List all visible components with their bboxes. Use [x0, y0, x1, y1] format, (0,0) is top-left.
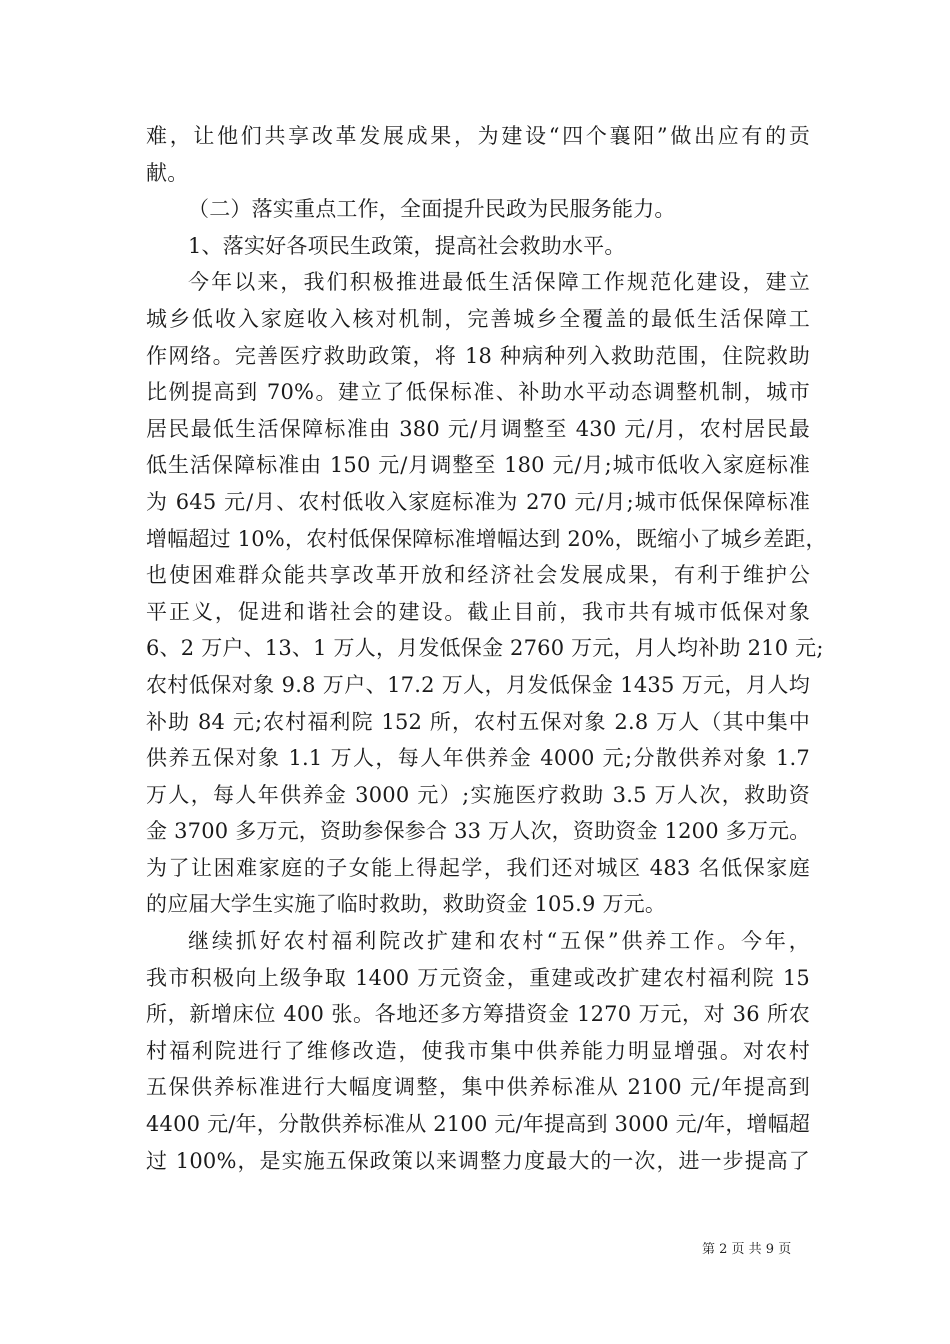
text-line: 供养五保对象 1.1 万人，每人年供养金 4000 元;分散供养对象 1.7 — [146, 746, 810, 771]
text-line: 为了让困难家庭的子女能上得起学，我们还对城区 483 名低保家庭 — [146, 855, 810, 880]
page-number: 第 2 页 共 9 页 — [702, 1242, 792, 1257]
document-body — [146, 118, 827, 1179]
text-line: 比例提高到 70%。建立了低保标准、补助水平动态调整机制，城市 — [146, 380, 810, 405]
text-line: 献。 — [146, 160, 189, 185]
text-line: （二）落实重点工作，全面提升民政为民服务能力。 — [188, 197, 676, 222]
text-line: 村福利院进行了维修改造，使我市集中供养能力明显增强。对农村 — [146, 1038, 810, 1063]
text-line: 金 3700 多万元，资助参保参合 33 万人次，资助资金 1200 多万元。 — [146, 819, 811, 844]
text-line: 1、落实好各项民生政策，提高社会救助水平。 — [188, 233, 626, 258]
text-line: 今年以来，我们积极推进最低生活保障工作规范化建设，建立 — [188, 270, 810, 295]
text-line: 难，让他们共享改革发展成果，为建设“四个襄阳”做出应有的贡 — [146, 124, 810, 148]
text-line: 增幅超过 10%，农村低保保障标准增幅达到 20%，既缩小了城乡差距， — [146, 526, 827, 551]
text-line: 所，新增床位 400 张。各地还多方筹措资金 1270 万元，对 36 所农 — [146, 1002, 810, 1027]
text-line: 过 100%，是实施五保政策以来调整力度最大的一次，进一步提高了 — [146, 1148, 810, 1173]
text-line: 城乡低收入家庭收入核对机制，完善城乡全覆盖的最低生活保障工 — [146, 306, 810, 331]
text-line: 低生活保障标准由 150 元/月调整至 180 元/月;城市低收入家庭标准 — [146, 453, 810, 478]
text-line: 平正义，促进和谐社会的建设。截止目前，我市共有城市低保对象 — [146, 599, 810, 624]
text-line: 五保供养标准进行大幅度调整，集中供养标准从 2100 元/年提高到 — [146, 1075, 810, 1100]
text-line: 居民最低生活保障标准由 380 元/月调整至 430 元/月，农村居民最 — [146, 416, 810, 441]
text-line: 继续抓好农村福利院改扩建和农村“五保”供养工作。今年， — [188, 929, 810, 954]
text-line: 我市积极向上级争取 1400 万元资金，重建或改扩建农村福利院 15 — [146, 965, 810, 990]
text-line: 补助 84 元;农村福利院 152 所，农村五保对象 2.8 万人（其中集中 — [146, 709, 810, 734]
text-line: 也使困难群众能共享改革开放和经济社会发展成果，有利于维护公 — [146, 563, 810, 588]
text-line: 农村低保对象 9.8 万户、17.2 万人，月发低保金 1435 万元，月人均 — [146, 672, 810, 697]
text-line: 作网络。完善医疗救助政策，将 18 种病种列入救助范围，住院救助 — [146, 343, 810, 368]
text-line: 6、2 万户、13、1 万人，月发低保金 2760 万元，月人均补助 210 元; — [146, 636, 824, 661]
text-line: 4400 元/年，分散供养标准从 2100 元/年提高到 3000 元/年，增幅超 — [146, 1112, 811, 1137]
text-line: 为 645 元/月、农村低收入家庭标准为 270 元/月;城市低保保障标准 — [146, 489, 810, 514]
text-line: 万人，每人年供养金 3000 元）;实施医疗救助 3.5 万人次，救助资 — [146, 782, 810, 807]
text-line: 的应届大学生实施了临时救助，救助资金 105.9 万元。 — [146, 892, 667, 917]
